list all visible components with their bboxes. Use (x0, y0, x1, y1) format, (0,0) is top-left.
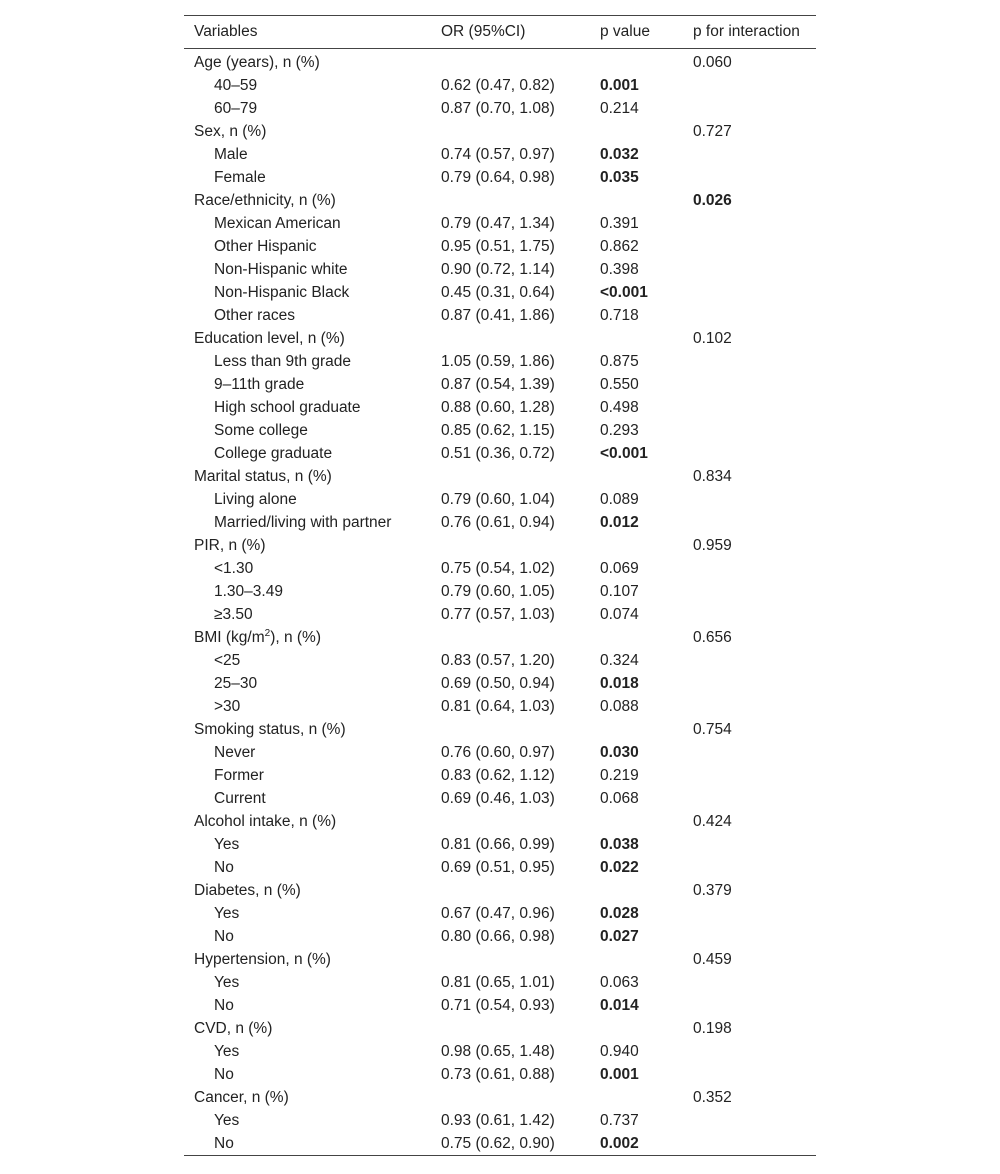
or-cell: 0.90 (0.72, 1.14) (441, 260, 555, 278)
p-value-cell: 0.718 (600, 306, 639, 324)
p-interaction-cell (683, 373, 816, 396)
table-row (184, 1040, 816, 1063)
p-interaction-cell: 0.459 (693, 950, 732, 968)
table-row (184, 1109, 816, 1132)
p-interaction-cell (683, 902, 816, 925)
variable-cell: CVD, n (%) (194, 1019, 273, 1037)
p-value-cell: 0.038 (600, 835, 639, 853)
p-interaction-cell: 0.102 (693, 329, 732, 347)
table-row (184, 1063, 816, 1086)
p-interaction-cell (683, 281, 816, 304)
variable-cell: Mexican American (214, 214, 341, 232)
or-cell (431, 810, 590, 833)
or-cell (431, 879, 590, 902)
table-row (184, 281, 816, 304)
variable-cell: Non-Hispanic Black (214, 283, 350, 301)
p-value-cell: 0.032 (600, 145, 639, 163)
table-row (184, 304, 816, 327)
p-interaction-cell (683, 787, 816, 810)
variable-cell: No (214, 996, 234, 1014)
p-value-cell: 0.063 (600, 973, 639, 991)
variable-cell: Other races (214, 306, 295, 324)
or-cell (431, 327, 590, 350)
variable-cell: Marital status, n (%) (194, 467, 332, 485)
table-row (184, 833, 816, 856)
or-cell: 0.79 (0.60, 1.04) (441, 490, 555, 508)
p-interaction-cell: 0.424 (693, 812, 732, 830)
p-value-cell: 0.068 (600, 789, 639, 807)
p-interaction-cell (683, 511, 816, 534)
p-value-cell: 0.035 (600, 168, 639, 186)
or-cell: 0.74 (0.57, 0.97) (441, 145, 555, 163)
or-cell: 1.05 (0.59, 1.86) (441, 352, 555, 370)
variable-cell: 60–79 (214, 99, 258, 117)
p-value-cell: 0.862 (600, 237, 639, 255)
table-row (184, 580, 816, 603)
variable-cell: Yes (214, 1042, 240, 1060)
or-cell (431, 465, 590, 488)
variable-cell: Sex, n (%) (194, 122, 267, 140)
table-row (184, 741, 816, 764)
p-interaction-cell (683, 833, 816, 856)
variable-cell: PIR, n (%) (194, 536, 266, 554)
variable-cell: Age (years), n (%) (194, 53, 320, 71)
p-interaction-cell (683, 396, 816, 419)
or-cell (431, 189, 590, 212)
table-row (184, 235, 816, 258)
table-row (184, 143, 816, 166)
p-value-cell: 0.001 (600, 76, 639, 94)
or-cell (431, 120, 590, 143)
p-value-cell: 0.324 (600, 651, 639, 669)
p-value-cell: 0.074 (600, 605, 639, 623)
bmi-label-prefix: BMI (kg/m (194, 629, 265, 647)
variable-cell: Yes (214, 904, 240, 922)
subgroup-analysis-table (184, 15, 816, 1156)
variable-cell: Other Hispanic (214, 237, 317, 255)
table-group-row (184, 120, 816, 143)
p-value-cell (590, 327, 683, 350)
variable-cell: 25–30 (214, 674, 258, 692)
p-interaction-cell: 0.834 (693, 467, 732, 485)
p-value-cell: 0.028 (600, 904, 639, 922)
table-row (184, 695, 816, 718)
table-body (184, 49, 816, 1156)
p-value-cell (590, 1086, 683, 1109)
p-value-cell (590, 1017, 683, 1040)
p-interaction-cell (683, 212, 816, 235)
variable-cell: No (214, 1134, 234, 1152)
p-interaction-cell: 0.656 (693, 628, 732, 646)
or-cell: 0.77 (0.57, 1.03) (441, 605, 555, 623)
table-group-row (184, 189, 816, 212)
table-header-row (184, 16, 816, 49)
p-value-cell (590, 189, 683, 212)
variable-cell: Female (214, 168, 266, 186)
p-interaction-cell (683, 925, 816, 948)
variable-cell: Education level, n (%) (194, 329, 345, 347)
variable-cell: <1.30 (214, 559, 254, 577)
variable-cell: Current (214, 789, 266, 807)
table-row (184, 764, 816, 787)
or-cell (431, 1086, 590, 1109)
p-interaction-cell (683, 74, 816, 97)
or-cell: 0.93 (0.61, 1.42) (441, 1111, 555, 1129)
table-row (184, 212, 816, 235)
or-cell (431, 626, 590, 649)
table-row (184, 672, 816, 695)
table-row (184, 373, 816, 396)
p-value-cell (590, 879, 683, 902)
p-value-cell: 0.012 (600, 513, 639, 531)
variable-cell: No (214, 858, 234, 876)
p-value-cell: 0.498 (600, 398, 639, 416)
or-cell: 0.73 (0.61, 0.88) (441, 1065, 555, 1083)
or-cell: 0.79 (0.64, 0.98) (441, 168, 555, 186)
p-interaction-cell (683, 672, 816, 695)
table-group-row (184, 465, 816, 488)
table-row (184, 350, 816, 373)
variable-cell: Yes (214, 973, 240, 991)
table-row (184, 557, 816, 580)
variable-cell: Never (214, 743, 256, 761)
p-value-cell: 0.027 (600, 927, 639, 945)
p-value-cell: 0.002 (600, 1134, 639, 1152)
or-cell: 0.75 (0.54, 1.02) (441, 559, 555, 577)
variable-cell: Less than 9th grade (214, 352, 352, 370)
header-variables: Variables (184, 16, 431, 49)
p-interaction-cell: 0.754 (693, 720, 732, 738)
or-cell: 0.81 (0.64, 1.03) (441, 697, 555, 715)
or-cell: 0.69 (0.46, 1.03) (441, 789, 555, 807)
p-interaction-cell (683, 166, 816, 189)
p-interaction-cell: 0.026 (693, 191, 732, 209)
p-interaction-cell (683, 580, 816, 603)
table-group-row (184, 879, 816, 902)
variable-cell (184, 626, 431, 649)
or-cell: 0.45 (0.31, 0.64) (441, 283, 555, 301)
variable-cell: Hypertension, n (%) (194, 950, 331, 968)
variable-cell: Cancer, n (%) (194, 1088, 289, 1106)
or-cell: 0.85 (0.62, 1.15) (441, 421, 555, 439)
table-group-row (184, 810, 816, 833)
or-cell: 0.75 (0.62, 0.90) (441, 1134, 555, 1152)
p-interaction-cell (683, 419, 816, 442)
header-p-value: p value (590, 16, 683, 49)
p-value-cell: 0.293 (600, 421, 639, 439)
p-interaction-cell (683, 557, 816, 580)
table-group-row (184, 626, 816, 649)
table-row (184, 97, 816, 120)
or-cell: 0.83 (0.57, 1.20) (441, 651, 555, 669)
variable-cell: Alcohol intake, n (%) (194, 812, 337, 830)
bmi-label-superscript: 2 (264, 627, 271, 639)
or-cell: 0.71 (0.54, 0.93) (441, 996, 555, 1014)
or-cell: 0.80 (0.66, 0.98) (441, 927, 555, 945)
p-value-cell: 0.022 (600, 858, 639, 876)
p-value-cell: 0.088 (600, 697, 639, 715)
p-interaction-cell (683, 350, 816, 373)
p-value-cell (590, 626, 683, 649)
p-value-cell: 0.875 (600, 352, 639, 370)
p-value-cell: 0.001 (600, 1065, 639, 1083)
p-value-cell: 0.391 (600, 214, 639, 232)
or-cell: 0.69 (0.51, 0.95) (441, 858, 555, 876)
or-cell (431, 1017, 590, 1040)
variable-cell: No (214, 927, 234, 945)
table-row (184, 1132, 816, 1156)
table-group-row (184, 1086, 816, 1109)
variable-cell: >30 (214, 697, 241, 715)
variable-cell: Male (214, 145, 248, 163)
p-interaction-cell: 0.198 (693, 1019, 732, 1037)
or-cell: 0.87 (0.70, 1.08) (441, 99, 555, 117)
p-value-cell: 0.069 (600, 559, 639, 577)
p-interaction-cell (683, 971, 816, 994)
variable-cell: Smoking status, n (%) (194, 720, 346, 738)
or-cell: 0.98 (0.65, 1.48) (441, 1042, 555, 1060)
p-interaction-cell: 0.352 (693, 1088, 732, 1106)
or-cell: 0.81 (0.65, 1.01) (441, 973, 555, 991)
p-interaction-cell: 0.060 (693, 53, 732, 71)
variable-cell: Diabetes, n (%) (194, 881, 301, 899)
header-or: OR (95%CI) (431, 16, 590, 49)
header-p-interaction: p for interaction (683, 16, 816, 49)
p-interaction-cell (683, 143, 816, 166)
p-value-cell (590, 948, 683, 971)
or-cell: 0.76 (0.61, 0.94) (441, 513, 555, 531)
p-value-cell (590, 534, 683, 557)
p-interaction-cell (683, 1063, 816, 1086)
table-row (184, 603, 816, 626)
variable-cell: Living alone (214, 490, 297, 508)
table-group-row (184, 948, 816, 971)
p-value-cell: 0.219 (600, 766, 639, 784)
p-value-cell: 0.550 (600, 375, 639, 393)
variable-cell: High school graduate (214, 398, 361, 416)
p-value-cell: 0.018 (600, 674, 639, 692)
table-group-row (184, 49, 816, 75)
table-group-row (184, 534, 816, 557)
variable-cell: No (214, 1065, 234, 1083)
or-cell: 0.79 (0.47, 1.34) (441, 214, 555, 232)
table-group-row (184, 1017, 816, 1040)
or-cell (431, 49, 590, 75)
table-row (184, 994, 816, 1017)
p-interaction-cell: 0.727 (693, 122, 732, 140)
or-cell: 0.83 (0.62, 1.12) (441, 766, 555, 784)
table-row (184, 396, 816, 419)
p-interaction-cell (683, 994, 816, 1017)
p-interaction-cell: 0.959 (693, 536, 732, 554)
table-row (184, 419, 816, 442)
p-interaction-cell (683, 1040, 816, 1063)
p-value-cell (590, 718, 683, 741)
table-row (184, 442, 816, 465)
p-interaction-cell (683, 442, 816, 465)
p-value-cell: 0.737 (600, 1111, 639, 1129)
p-value-cell: 0.214 (600, 99, 639, 117)
table-row (184, 971, 816, 994)
p-value-cell: 0.398 (600, 260, 639, 278)
variable-cell: 1.30–3.49 (214, 582, 283, 600)
p-value-cell: 0.089 (600, 490, 639, 508)
p-interaction-cell (683, 1109, 816, 1132)
p-value-cell (590, 120, 683, 143)
p-value-cell (590, 465, 683, 488)
variable-cell: <25 (214, 651, 241, 669)
table-row (184, 166, 816, 189)
p-interaction-cell (683, 235, 816, 258)
or-cell: 0.79 (0.60, 1.05) (441, 582, 555, 600)
table-row (184, 856, 816, 879)
or-cell (431, 534, 590, 557)
or-cell: 0.69 (0.50, 0.94) (441, 674, 555, 692)
variable-cell: Some college (214, 421, 308, 439)
variable-cell: Married/living with partner (214, 513, 392, 531)
p-interaction-cell (683, 695, 816, 718)
or-cell (431, 718, 590, 741)
variable-cell: Race/ethnicity, n (%) (194, 191, 336, 209)
or-cell: 0.95 (0.51, 1.75) (441, 237, 555, 255)
p-value-cell (590, 49, 683, 75)
table-row (184, 902, 816, 925)
variable-cell: 40–59 (214, 76, 258, 94)
variable-cell: Former (214, 766, 264, 784)
bmi-label-suffix: ), n (%) (270, 629, 321, 647)
or-cell (431, 948, 590, 971)
p-value-cell: <0.001 (600, 283, 648, 301)
variable-cell: College graduate (214, 444, 333, 462)
table-group-row (184, 718, 816, 741)
p-value-cell: 0.107 (600, 582, 639, 600)
table-row (184, 511, 816, 534)
table-row (184, 258, 816, 281)
variable-cell: 9–11th grade (214, 375, 305, 393)
p-interaction-cell (683, 1132, 816, 1156)
p-interaction-cell (683, 856, 816, 879)
or-cell: 0.76 (0.60, 0.97) (441, 743, 555, 761)
table-row (184, 74, 816, 97)
p-interaction-cell (683, 649, 816, 672)
or-cell: 0.67 (0.47, 0.96) (441, 904, 555, 922)
or-cell: 0.81 (0.66, 0.99) (441, 835, 555, 853)
p-value-cell: <0.001 (600, 444, 648, 462)
or-cell: 0.87 (0.41, 1.86) (441, 306, 555, 324)
p-interaction-cell (683, 488, 816, 511)
p-value-cell: 0.014 (600, 996, 639, 1014)
p-value-cell: 0.940 (600, 1042, 639, 1060)
table-row (184, 649, 816, 672)
variable-cell: ≥3.50 (214, 605, 253, 623)
table-row (184, 787, 816, 810)
or-cell: 0.87 (0.54, 1.39) (441, 375, 555, 393)
table-row (184, 488, 816, 511)
table-row (184, 925, 816, 948)
or-cell: 0.88 (0.60, 1.28) (441, 398, 555, 416)
p-value-cell: 0.030 (600, 743, 639, 761)
variable-cell: Non-Hispanic white (214, 260, 348, 278)
or-cell: 0.62 (0.47, 0.82) (441, 76, 555, 94)
variable-cell: Yes (214, 1111, 240, 1129)
p-interaction-cell (683, 603, 816, 626)
p-interaction-cell (683, 258, 816, 281)
table-group-row (184, 327, 816, 350)
p-interaction-cell: 0.379 (693, 881, 732, 899)
p-value-cell (590, 810, 683, 833)
p-interaction-cell (683, 304, 816, 327)
p-interaction-cell (683, 764, 816, 787)
or-cell: 0.51 (0.36, 0.72) (441, 444, 555, 462)
p-interaction-cell (683, 97, 816, 120)
variable-cell: Yes (214, 835, 240, 853)
p-interaction-cell (683, 741, 816, 764)
